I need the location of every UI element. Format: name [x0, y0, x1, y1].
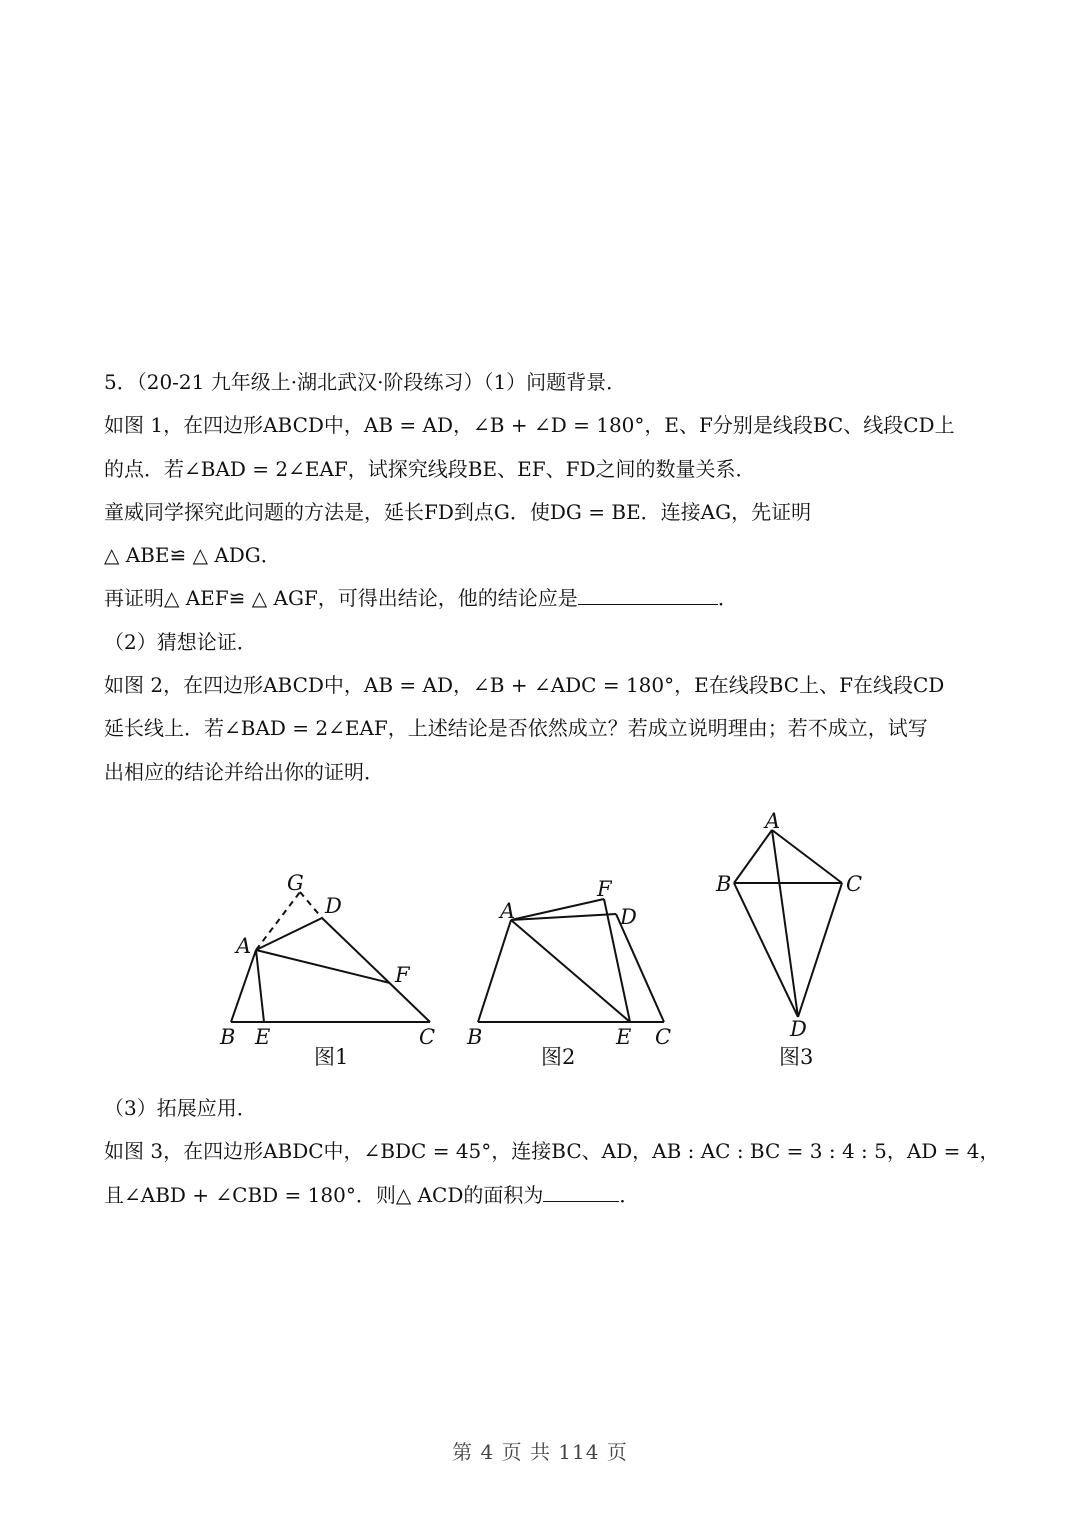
page-footer: 第 4 页 共 114 页 — [452, 1440, 628, 1464]
figures-row — [0, 800, 1080, 1080]
fig2-label-c: C — [655, 1025, 672, 1049]
fig3-label-d: D — [790, 1017, 807, 1041]
problem-line-2: 如图 1，在四边形ABCD中，AB = AD，∠B + ∠D = 180°，E、F分别是线段BC、线段CD上 — [104, 413, 955, 438]
problem-line-12: 如图 3，在四边形ABDC中，∠BDC = 45°，连接BC、AD，AB : AC : BC = 3 : 4 : 5，AD = 4， — [104, 1139, 1000, 1164]
problem-line-8: 如图 2，在四边形ABCD中，AB = AD，∠B + ∠ADC = 180°，E在线段BC上、F在线段CD — [104, 673, 945, 698]
fig3-caption: 图3 — [779, 1045, 814, 1069]
fig1-segment-af — [256, 950, 390, 983]
fig3-label-c: C — [846, 872, 863, 896]
fig2-label-b: B — [467, 1025, 483, 1049]
fig1-label-d: D — [325, 894, 342, 918]
fig1-caption: 图1 — [314, 1045, 349, 1069]
problem-line-6-text: 再证明△ AEF≌ △ AGF，可得出结论，他的结论应是 — [104, 586, 578, 611]
fig2-label-d: D — [620, 905, 637, 929]
problem-line-13-text: 且∠ABD + ∠CBD = 180°．则△ ACD的面积为 — [104, 1182, 544, 1207]
fig3-segment-ac — [772, 830, 842, 883]
problem-line-11: （3）拓展应用． — [104, 1096, 257, 1120]
fig1-label-c: C — [419, 1025, 436, 1049]
fig1-segment-ae — [256, 950, 264, 1022]
fig1-segment-ag-dashed — [256, 892, 300, 950]
fig1-label-b: B — [220, 1025, 236, 1049]
fig1-label-e: E — [255, 1025, 271, 1049]
problem-line-13 — [104, 1180, 994, 1223]
figure-3 — [734, 830, 842, 1017]
figures-svg — [0, 800, 1080, 1080]
fig3-label-a: A — [765, 809, 781, 833]
problem-line-13-end: ． — [619, 1182, 640, 1207]
problem-line-10: 出相应的结论并给出你的证明． — [104, 759, 384, 784]
fig1-segment-gd-dashed — [300, 892, 322, 918]
problem-line-7: （2）猜想论证． — [104, 629, 257, 654]
fig1-label-f: F — [395, 963, 410, 987]
fig1-label-a: A — [236, 934, 252, 958]
fig2-caption: 图2 — [541, 1045, 576, 1069]
problem-line-1: 5．（20-21 九年级上·湖北武汉·阶段练习）（1）问题背景． — [104, 370, 627, 394]
fig1-segment-ad — [256, 918, 322, 950]
problem-line-3: 的点．若∠BAD = 2∠EAF，试探究线段BE、EF、FD之间的数量关系． — [104, 456, 756, 481]
fig1-segment-ab — [231, 950, 256, 1022]
fig1-label-g: G — [287, 871, 304, 895]
fig2-label-f: F — [597, 877, 612, 901]
problem-line-9: 延长线上．若∠BAD = 2∠EAF，上述结论是否依然成立？若成立说明理由；若不成立，试写 — [104, 716, 928, 741]
fig2-segment-ab — [478, 920, 511, 1022]
fig3-segment-cd — [798, 883, 842, 1017]
fig2-label-e: E — [616, 1025, 632, 1049]
problem-text-part3 — [104, 1093, 1000, 1223]
answer-blank-2[interactable] — [543, 1200, 619, 1202]
problem-text — [104, 367, 994, 800]
fig3-segment-ab — [734, 830, 772, 883]
fig3-label-b: B — [716, 872, 732, 896]
fig2-segment-dc — [616, 914, 664, 1022]
problem-line-6 — [104, 583, 994, 626]
answer-blank-1[interactable] — [578, 603, 718, 605]
fig2-label-a: A — [500, 899, 516, 923]
problem-line-6-end: ． — [717, 586, 738, 611]
problem-line-4: 童威同学探究此问题的方法是，延长FD到点G．使DG = BE．连接AG，先证明 — [104, 499, 812, 524]
problem-line-5: △ ABE≌ △ ADG． — [104, 543, 281, 568]
